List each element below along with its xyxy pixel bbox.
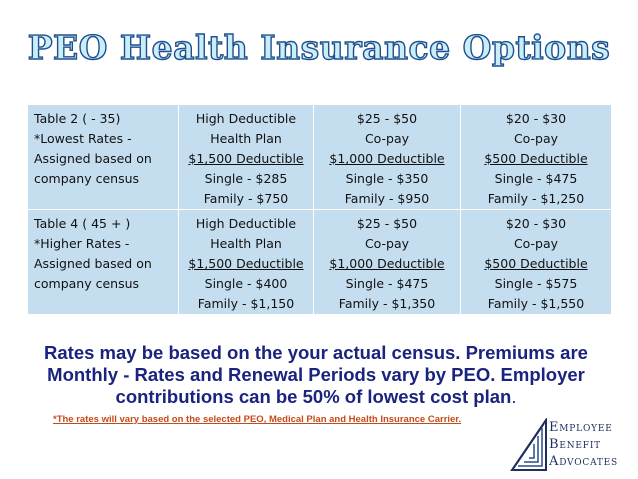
plan-deductible: $1,000 Deductible bbox=[329, 256, 445, 271]
plan-cell bbox=[179, 210, 314, 315]
tier-note: Assigned based on bbox=[34, 151, 152, 166]
plan-deductible: $1,500 Deductible bbox=[188, 151, 304, 166]
tier-note: Assigned based on bbox=[34, 256, 152, 271]
rates-note-line: Monthly - Rates and Renewal Periods vary by PEO. Employer bbox=[47, 364, 585, 385]
tier-note: *Higher Rates - bbox=[34, 236, 130, 251]
tier-label-cell bbox=[28, 105, 179, 210]
rates-note-text: contributions can be 50% of lowest cost plan bbox=[115, 386, 512, 407]
plan-deductible: $1,500 Deductible bbox=[188, 256, 304, 271]
logo-word: ENEFIT bbox=[559, 441, 601, 451]
tier-name: Table 4 ( 45 + ) bbox=[34, 216, 131, 231]
plan-name: High Deductible bbox=[195, 111, 297, 126]
plan-single-rate: Single - $350 bbox=[345, 171, 429, 186]
plan-cell bbox=[461, 210, 612, 315]
tier-note: company census bbox=[34, 276, 140, 291]
plan-name: High Deductible bbox=[195, 216, 297, 231]
company-logo bbox=[508, 418, 628, 472]
plan-deductible: $500 Deductible bbox=[484, 151, 588, 166]
logo-mark-icon bbox=[508, 418, 548, 472]
plan-family-rate: Family - $1,550 bbox=[487, 296, 585, 311]
tier-name: Table 2 ( - 35) bbox=[34, 111, 121, 126]
plan-single-rate: Single - $475 bbox=[494, 171, 578, 186]
logo-initial: A bbox=[549, 454, 560, 469]
plan-family-rate: Family - $950 bbox=[344, 191, 430, 206]
plan-cell bbox=[314, 105, 461, 210]
plan-sub: Health Plan bbox=[210, 236, 282, 251]
rates-note-period: . bbox=[511, 386, 517, 407]
plan-single-rate: Single - $475 bbox=[345, 276, 429, 291]
plan-sub: Co-pay bbox=[364, 131, 410, 146]
tier-note: *Lowest Rates - bbox=[34, 131, 132, 146]
plan-family-rate: Family - $1,150 bbox=[197, 296, 295, 311]
logo-word: DVOCATES bbox=[559, 458, 619, 468]
tier-label-cell bbox=[28, 210, 179, 315]
plan-family-rate: Family - $1,350 bbox=[338, 296, 436, 311]
logo-initial: E bbox=[549, 420, 560, 435]
plan-cell bbox=[461, 105, 612, 210]
logo-word: MPLOYEE bbox=[559, 424, 613, 434]
plan-sub: Co-pay bbox=[513, 131, 559, 146]
plan-cell bbox=[179, 105, 314, 210]
rates-note-line: Rates may be based on the your actual census. Premiums are bbox=[44, 342, 588, 363]
rates-table bbox=[27, 104, 612, 315]
plan-sub: Co-pay bbox=[513, 236, 559, 251]
table-row bbox=[28, 210, 612, 315]
rates-note bbox=[30, 342, 602, 408]
plan-name: $20 - $30 bbox=[505, 111, 567, 126]
plan-deductible: $1,000 Deductible bbox=[329, 151, 445, 166]
tier-note: company census bbox=[34, 171, 140, 186]
rates-disclaimer: *The rates will vary based on the selected PEO, Medical Plan and Health Insurance Carrier. bbox=[53, 414, 462, 425]
plan-cell bbox=[314, 210, 461, 315]
plan-family-rate: Family - $750 bbox=[203, 191, 289, 206]
slide-title: PEO Health Insurance Options bbox=[27, 28, 611, 67]
plan-sub: Co-pay bbox=[364, 236, 410, 251]
rates-note-line bbox=[30, 386, 602, 408]
table-row bbox=[28, 105, 612, 210]
plan-single-rate: Single - $575 bbox=[494, 276, 578, 291]
plan-name: $20 - $30 bbox=[505, 216, 567, 231]
plan-single-rate: Single - $285 bbox=[204, 171, 288, 186]
plan-name: $25 - $50 bbox=[356, 111, 418, 126]
plan-sub: Health Plan bbox=[210, 131, 282, 146]
logo-wordmark bbox=[549, 420, 618, 471]
plan-deductible: $500 Deductible bbox=[484, 256, 588, 271]
plan-single-rate: Single - $400 bbox=[204, 276, 288, 291]
plan-name: $25 - $50 bbox=[356, 216, 418, 231]
logo-initial: B bbox=[549, 437, 560, 452]
plan-family-rate: Family - $1,250 bbox=[487, 191, 585, 206]
